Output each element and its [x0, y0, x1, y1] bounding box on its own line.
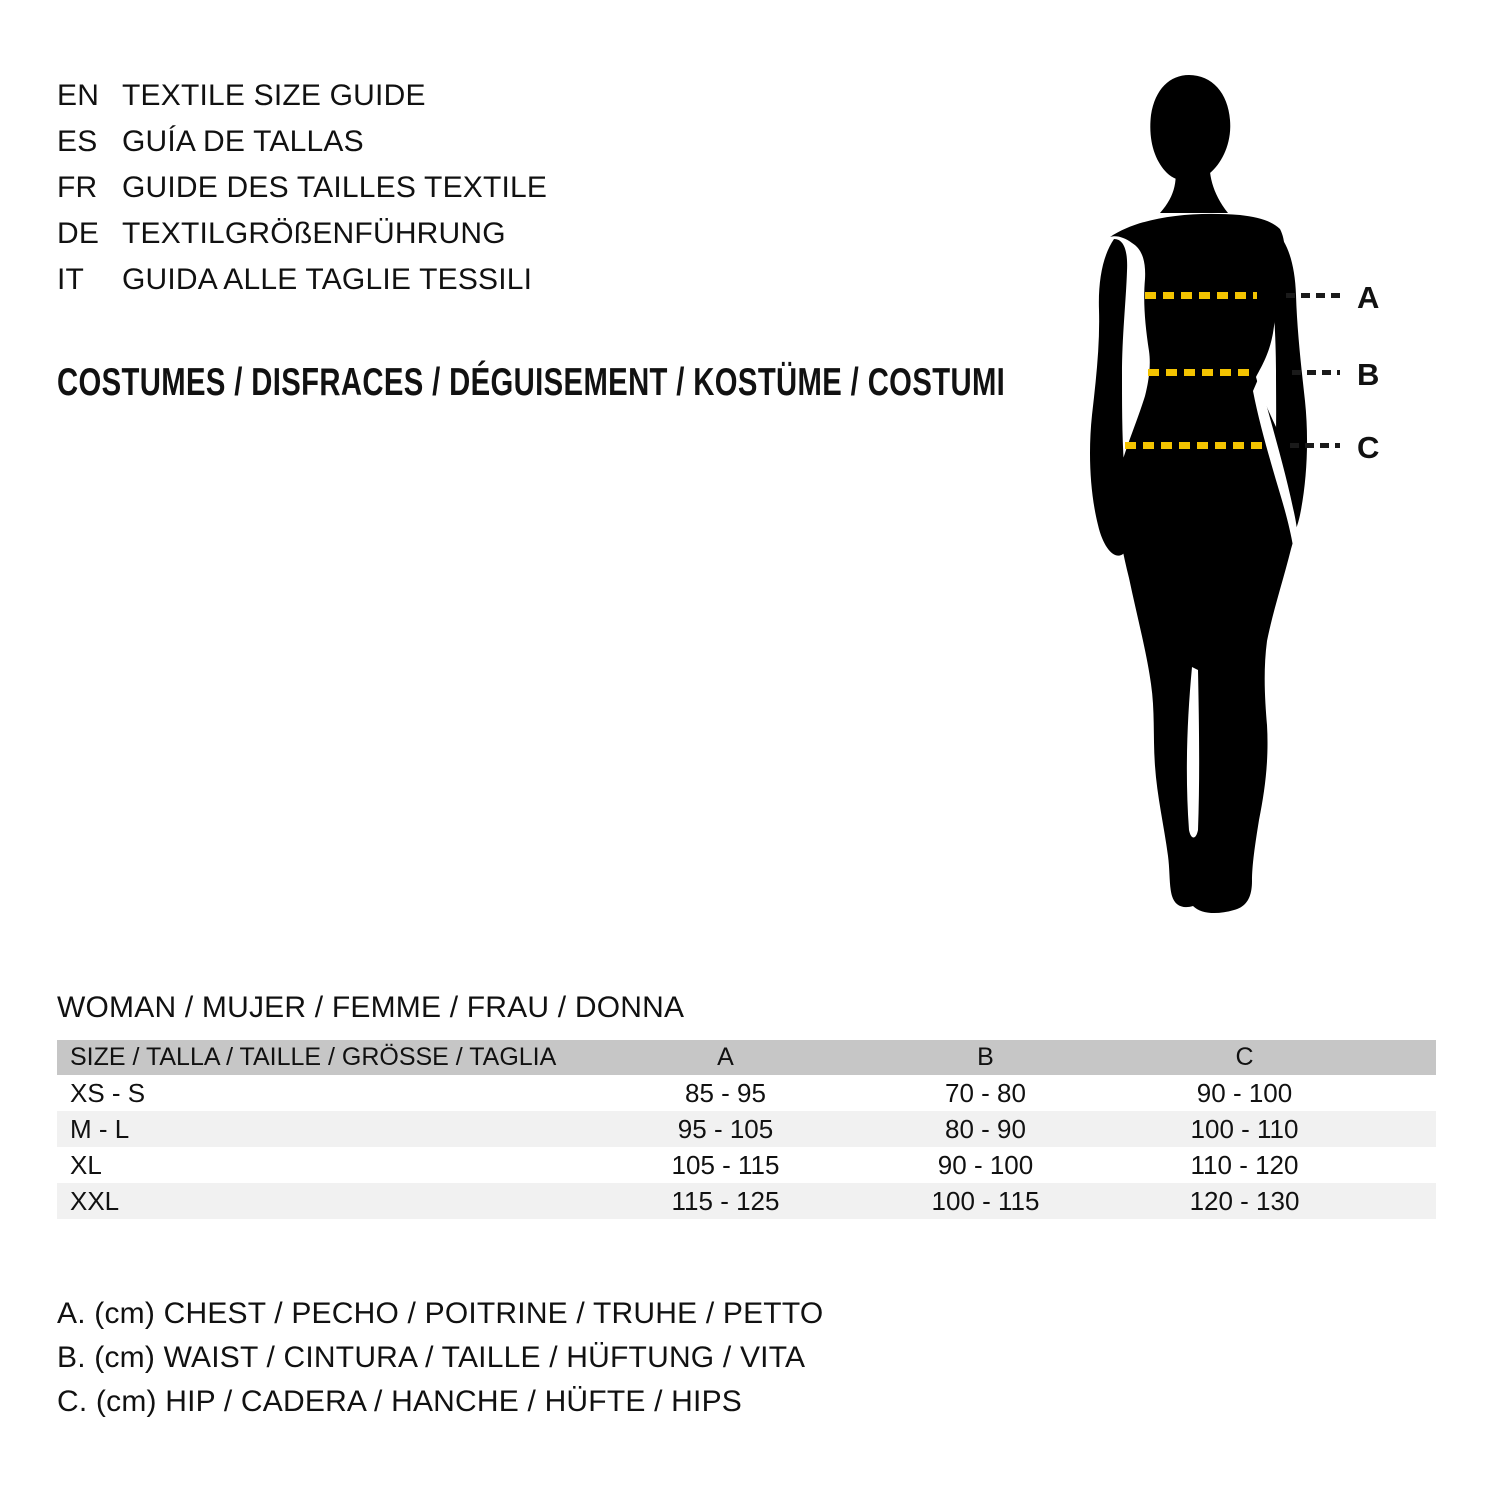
category-title: COSTUMES / DISFRACES / DÉGUISEMENT / KOSTÜME / COSTUMI [57, 361, 1006, 405]
language-code: FR [57, 171, 98, 204]
cell-c: 90 - 100 [1196, 1077, 1293, 1108]
cell-c: 110 - 120 [1190, 1149, 1299, 1180]
leader-line-a [1286, 293, 1340, 298]
language-code: DE [57, 217, 100, 250]
woman-silhouette-icon [1070, 65, 1330, 925]
measure-line-b [1148, 369, 1250, 376]
cell-a: 115 - 125 [671, 1185, 780, 1216]
cell-b: 90 - 100 [937, 1149, 1034, 1180]
language-list [57, 73, 547, 303]
table-row [57, 1075, 1436, 1111]
language-label: TEXTILGRÖßENFÜHRUNG [122, 217, 506, 250]
marker-label-c: C [1357, 430, 1380, 465]
legend-line-c: C. (cm) HIP / CADERA / HANCHE / HÜFTE / HIPS [57, 1385, 742, 1418]
table-row [57, 1183, 1436, 1219]
cell-b: 70 - 80 [945, 1077, 1026, 1108]
cell-b: 100 - 115 [931, 1185, 1040, 1216]
cell-size: XS - S [70, 1077, 146, 1108]
cell-a: 95 - 105 [677, 1113, 774, 1144]
language-code: IT [57, 263, 85, 296]
section-title: WOMAN / MUJER / FEMME / FRAU / DONNA [57, 991, 685, 1024]
legend-line-b: B. (cm) WAIST / CINTURA / TAILLE / HÜFTUNG / VITA [57, 1341, 806, 1374]
cell-b: 80 - 90 [945, 1113, 1026, 1144]
marker-label-a: A [1357, 280, 1380, 315]
language-label: TEXTILE SIZE GUIDE [122, 79, 426, 112]
table-header-row [57, 1040, 1436, 1075]
cell-size: XXL [70, 1185, 120, 1216]
cell-a: 105 - 115 [671, 1149, 780, 1180]
language-code: EN [57, 79, 100, 112]
language-row-fr [57, 165, 547, 211]
cell-a: 85 - 95 [685, 1077, 766, 1108]
cell-c: 100 - 110 [1190, 1113, 1299, 1144]
header-col-b: B [977, 1043, 994, 1071]
header-size: SIZE / TALLA / TAILLE / GRÖSSE / TAGLIA [70, 1043, 557, 1071]
cell-size: XL [70, 1149, 102, 1180]
table-row [57, 1111, 1436, 1147]
cell-size: M - L [70, 1113, 130, 1144]
measurement-legend [57, 1292, 823, 1424]
legend-line-a: A. (cm) CHEST / PECHO / POITRINE / TRUHE / PETTO [57, 1297, 824, 1330]
header-col-c: C [1235, 1043, 1254, 1071]
language-label: GUÍA DE TALLAS [122, 125, 364, 158]
header-col-a: A [717, 1043, 734, 1071]
language-row-it [57, 257, 547, 303]
table-row [57, 1147, 1436, 1183]
language-label: GUIDA ALLE TAGLIE TESSILI [122, 263, 533, 296]
measure-line-c [1125, 442, 1267, 449]
cell-c: 120 - 130 [1189, 1185, 1300, 1216]
language-row-es [57, 119, 547, 165]
size-table [57, 1040, 1436, 1219]
language-code: ES [57, 125, 98, 158]
language-row-de [57, 211, 547, 257]
marker-label-b: B [1357, 357, 1380, 392]
leader-line-c [1290, 443, 1340, 448]
language-label: GUIDE DES TAILLES TEXTILE [122, 171, 548, 204]
language-row-en [57, 73, 547, 119]
measure-line-a [1145, 292, 1257, 299]
leader-line-b [1292, 370, 1340, 375]
